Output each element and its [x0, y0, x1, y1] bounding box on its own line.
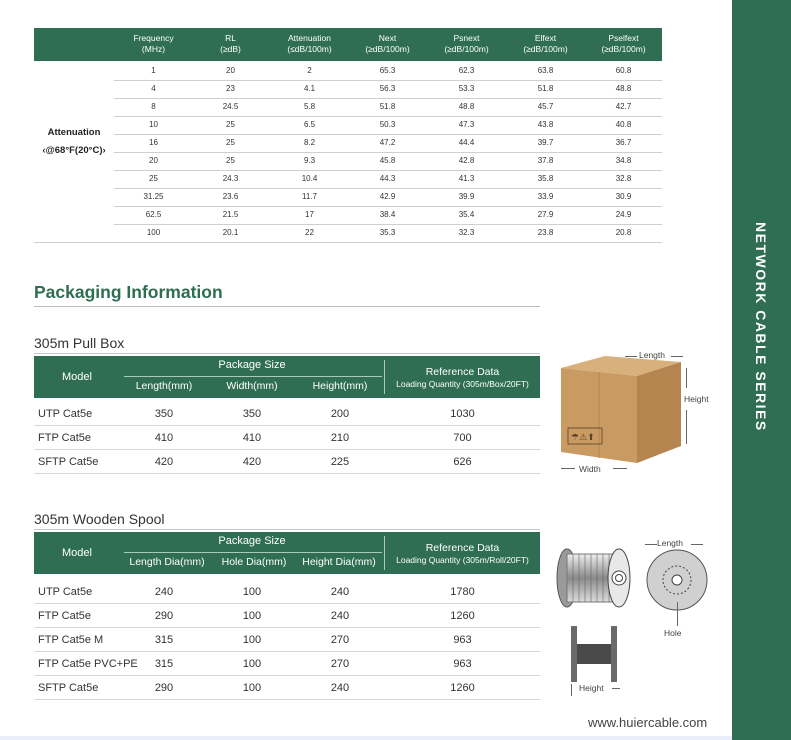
table-row	[34, 652, 540, 676]
height-label: Height	[684, 394, 709, 404]
attenuation-cell: 44.4	[458, 138, 475, 147]
attenuation-row	[114, 224, 662, 243]
attenuation-cell: 37.8	[537, 156, 554, 165]
value-cell: 240	[154, 586, 174, 598]
attenuation-cell: 41.3	[458, 174, 475, 183]
model-cell: FTP Cat5e M	[38, 634, 104, 646]
header-loading-quantity: Loading Quantity (305m/Box/20FT)	[396, 379, 529, 389]
attenuation-row	[114, 80, 662, 99]
value-cell: 420	[154, 456, 174, 468]
attenuation-cell: 35.3	[379, 228, 396, 237]
header-loading-quantity: Loading Quantity (305m/Roll/20FT)	[396, 555, 529, 565]
header-frequency: Frequency (MHz)	[133, 33, 174, 54]
attenuation-cell: 10.4	[301, 174, 318, 183]
value-cell: 100	[242, 610, 262, 622]
width-label: Width	[579, 464, 601, 474]
attenuation-cell: 4.1	[303, 84, 316, 93]
attenuation-row	[114, 206, 662, 225]
attenuation-cell: 32.8	[615, 174, 632, 183]
attenuation-cell: 20	[226, 66, 235, 75]
pull-box-title: 305m Pull Box	[34, 335, 125, 351]
attenuation-cell: 23.8	[537, 228, 554, 237]
attenuation-cell: 65.3	[379, 66, 396, 75]
value-cell: 963	[453, 634, 472, 646]
divider	[34, 529, 540, 530]
spool-image	[553, 532, 721, 702]
value-cell: 100	[242, 658, 262, 670]
value-cell: 210	[330, 432, 350, 444]
header-reference: Reference Data	[425, 542, 500, 554]
header-psnext: Psnext (≥dB/100m)	[444, 33, 489, 54]
attenuation-cell: 56.3	[379, 84, 396, 93]
attenuation-cell: 50.3	[379, 120, 396, 129]
model-cell: FTP Cat5e PVC+PE	[38, 658, 138, 670]
sidebar-banner	[732, 0, 791, 740]
attenuation-cell: 2	[307, 66, 312, 75]
attenuation-cell: 23	[226, 84, 235, 93]
attenuation-cell: 53.3	[458, 84, 475, 93]
attenuation-cell: 5.8	[303, 102, 316, 111]
table-row	[34, 402, 540, 426]
attenuation-row	[114, 188, 662, 207]
header-elfext: Elfext (≥dB/100m)	[523, 33, 568, 54]
attenuation-cell: 42.9	[379, 192, 396, 201]
table-row	[34, 604, 540, 628]
attenuation-cell: 36.7	[615, 138, 632, 147]
header-package-size: Package Size	[218, 359, 286, 371]
attenuation-cell: 33.9	[537, 192, 554, 201]
attenuation-cell: 10	[149, 120, 158, 129]
attenuation-cell: 17	[305, 210, 314, 219]
value-cell: 290	[154, 682, 174, 694]
table-row	[34, 628, 540, 652]
height-label: Height	[579, 683, 604, 693]
attenuation-cell: 21.5	[222, 210, 239, 219]
value-cell: 270	[330, 634, 350, 646]
header-height: Height(mm)	[312, 380, 368, 392]
cardboard-box-image	[553, 348, 713, 478]
attenuation-row	[114, 134, 662, 153]
attenuation-cell: 24.5	[222, 102, 239, 111]
divider	[34, 353, 540, 354]
attenuation-cell: 23.6	[222, 192, 239, 201]
attenuation-row	[114, 116, 662, 135]
model-cell: FTP Cat5e	[38, 432, 91, 444]
packaging-title: Packaging Information	[34, 282, 223, 302]
divider	[124, 552, 382, 553]
attenuation-cell: 39.9	[458, 192, 475, 201]
value-cell: 410	[242, 432, 262, 444]
attenuation-cell: 62.3	[458, 66, 475, 75]
length-label: Length	[639, 350, 665, 360]
attenuation-cell: 22	[305, 228, 314, 237]
attenuation-cell: 34.8	[615, 156, 632, 165]
attenuation-label: Attenuation ‹@68°F(20°C)›	[42, 127, 106, 156]
value-cell: 315	[154, 634, 174, 646]
value-cell: 290	[154, 610, 174, 622]
header-height-dia: Height Dia(mm)	[302, 556, 376, 568]
header-package-size: Package Size	[218, 535, 286, 547]
attenuation-cell: 42.8	[458, 156, 475, 165]
attenuation-cell: 25	[226, 156, 235, 165]
value-cell: 200	[330, 408, 350, 420]
value-cell: 1780	[450, 586, 475, 598]
header-hole-dia: Hole Dia(mm)	[221, 556, 287, 568]
attenuation-cell: 20.8	[615, 228, 632, 237]
attenuation-cell: 40.8	[615, 120, 632, 129]
value-cell: 700	[453, 432, 472, 444]
value-cell: 240	[330, 586, 350, 598]
attenuation-cell: 47.2	[379, 138, 396, 147]
attenuation-cell: 100	[146, 228, 161, 237]
attenuation-cell: 51.8	[379, 102, 396, 111]
value-cell: 240	[330, 610, 350, 622]
attenuation-cell: 8.2	[303, 138, 316, 147]
model-cell: SFTP Cat5e	[38, 456, 99, 468]
table-row	[34, 580, 540, 604]
value-cell: 1030	[450, 408, 475, 420]
value-cell: 100	[242, 634, 262, 646]
attenuation-cell: 31.25	[143, 192, 164, 201]
divider	[34, 242, 114, 243]
value-cell: 963	[453, 658, 472, 670]
attenuation-cell: 9.3	[303, 156, 316, 165]
attenuation-cell: 45.8	[379, 156, 396, 165]
attenuation-cell: 42.7	[615, 102, 632, 111]
value-cell: 626	[453, 456, 472, 468]
pull-box-table-header	[34, 356, 540, 398]
header-length-dia: Length Dia(mm)	[129, 556, 205, 568]
model-cell: UTP Cat5e	[38, 408, 93, 420]
footer-bar	[0, 736, 732, 740]
attenuation-cell: 24.9	[615, 210, 632, 219]
header-model: Model	[62, 371, 92, 383]
header-pselfext: Pselfext (≥dB/100m)	[601, 33, 646, 54]
value-cell: 420	[242, 456, 262, 468]
attenuation-cell: 45.7	[537, 102, 554, 111]
divider	[124, 376, 382, 377]
attenuation-cell: 39.7	[537, 138, 554, 147]
divider	[34, 306, 540, 307]
header-model: Model	[62, 547, 92, 559]
value-cell: 350	[242, 408, 262, 420]
attenuation-cell: 25	[149, 174, 158, 183]
header-next: Next (≥dB/100m)	[365, 33, 410, 54]
attenuation-cell: 6.5	[303, 120, 316, 129]
attenuation-cell: 30.9	[615, 192, 632, 201]
header-length: Length(mm)	[135, 380, 193, 392]
attenuation-cell: 4	[151, 84, 156, 93]
header-reference: Reference Data	[425, 366, 500, 378]
value-cell: 225	[330, 456, 350, 468]
attenuation-cell: 11.7	[302, 192, 317, 201]
header-attenuation: Attenuation (≤dB/100m)	[287, 33, 332, 54]
value-cell: 1260	[450, 682, 475, 694]
attenuation-cell: 43.8	[537, 120, 554, 129]
attenuation-row	[114, 98, 662, 117]
attenuation-cell: 60.8	[615, 66, 632, 75]
attenuation-cell: 44.3	[379, 174, 396, 183]
wooden-spool-title: 305m Wooden Spool	[34, 511, 165, 527]
value-cell: 315	[154, 658, 174, 670]
attenuation-cell: 48.8	[458, 102, 475, 111]
attenuation-cell: 63.8	[537, 66, 554, 75]
value-cell: 1260	[450, 610, 475, 622]
attenuation-cell: 62.5	[145, 210, 162, 219]
wooden-spool-table-header	[34, 532, 540, 574]
value-cell: 100	[242, 586, 262, 598]
attenuation-cell: 25	[226, 138, 235, 147]
attenuation-cell: 1	[151, 66, 156, 75]
attenuation-table-header	[34, 28, 662, 61]
header-rl: RL (≥dB)	[220, 33, 241, 54]
value-cell: 240	[330, 682, 350, 694]
model-cell: FTP Cat5e	[38, 610, 91, 622]
table-row	[34, 426, 540, 450]
series-title: NETWORK CABLE SERIES	[753, 222, 769, 432]
attenuation-cell: 35.4	[458, 210, 475, 219]
attenuation-row	[114, 62, 662, 81]
hole-label: Hole	[664, 628, 682, 638]
attenuation-cell: 35.8	[537, 174, 554, 183]
attenuation-cell: 20	[149, 156, 158, 165]
attenuation-cell: 25	[226, 120, 235, 129]
attenuation-cell: 20.1	[222, 228, 239, 237]
model-cell: SFTP Cat5e	[38, 682, 99, 694]
footer-url[interactable]: www.huiercable.com	[588, 715, 708, 730]
attenuation-cell: 8	[151, 102, 156, 111]
attenuation-cell: 48.8	[615, 84, 632, 93]
value-cell: 100	[242, 682, 262, 694]
value-cell: 350	[154, 408, 174, 420]
attenuation-cell: 27.9	[537, 210, 554, 219]
table-row	[34, 676, 540, 700]
value-cell: 410	[154, 432, 174, 444]
attenuation-cell: 47.3	[458, 120, 475, 129]
attenuation-cell: 51.8	[537, 84, 554, 93]
attenuation-cell: 38.4	[379, 210, 396, 219]
length-label: Length	[657, 538, 683, 548]
value-cell: 270	[330, 658, 350, 670]
attenuation-cell: 32.3	[458, 228, 475, 237]
header-width: Width(mm)	[226, 380, 278, 392]
attenuation-row	[114, 170, 662, 189]
attenuation-cell: 16	[149, 138, 158, 147]
attenuation-row	[114, 152, 662, 171]
model-cell: UTP Cat5e	[38, 586, 93, 598]
svg-text:☂⚠⬆: ☂⚠⬆	[571, 433, 595, 443]
table-row	[34, 450, 540, 474]
attenuation-cell: 24.3	[222, 174, 239, 183]
